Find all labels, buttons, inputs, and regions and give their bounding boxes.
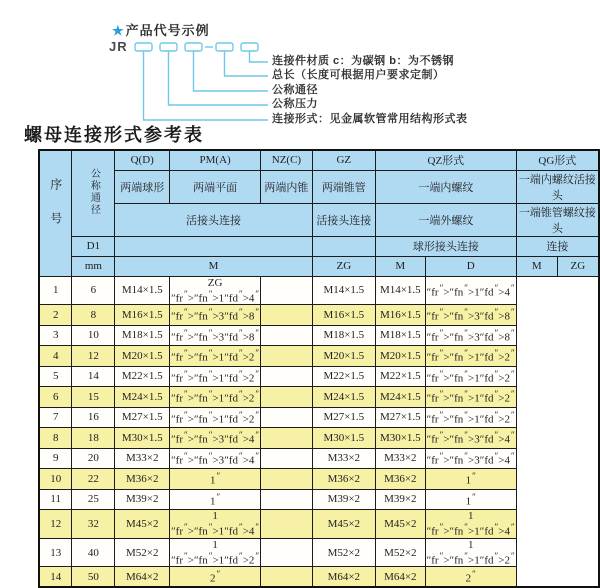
qz-d-cell: M22×1.5 [312,366,375,387]
dn-cell: 25 [72,489,115,510]
dn-cell: 32 [72,510,115,539]
header-gz-union: 活接头连接 [312,203,375,236]
qg-m-cell: M24×1.5 [375,387,425,408]
code-label-length: 总长（长度可根据用户要求定制） [272,69,445,81]
table-row [39,366,599,387]
header-nominal-diameter: 公称通径 [72,150,115,236]
header-nz: NZ(C) [261,150,312,170]
dn-cell: 8 [72,305,115,326]
m-thread-cell: M36×2 [115,469,170,490]
product-code-prefix: JR [109,39,128,54]
nut-connection-reference-table [38,149,600,588]
header-zg-thread: ZG [312,256,375,276]
dn-cell: 16 [72,407,115,428]
table-title: 螺母连接形式参考表 [24,125,204,145]
dn-cell: 22 [72,469,115,490]
header-nz-sub: 两端内锥 [261,170,312,203]
code-box-3 [185,43,202,51]
header-pm-sub: 两端平面 [170,170,261,203]
dn-cell: 50 [72,567,115,588]
qz-d-cell: M36×2 [312,469,375,490]
qg-zg-cell: ″fr″>″fn″>3″fd″>4″ [425,448,516,469]
gz-cell: ″fr″>″fn″>1″fd″>2″ [170,407,261,428]
qg-zg-cell: 2″ [425,567,516,588]
qz-d-cell: M52×2 [312,538,375,567]
code-label-pressure: 公称压力 [272,98,318,110]
qg-m-cell: M16×1.5 [375,305,425,326]
header-d1: D1 [72,236,115,256]
qz-d-cell: M18×1.5 [312,325,375,346]
table-body [39,276,599,587]
code-label-diameter: 公称通径 [272,84,318,96]
header-qg-zg: ZG [557,256,599,276]
header-qz-sub2: 一端外螺纹 [375,203,516,236]
m-thread-cell: M39×2 [115,489,170,510]
header-qg-m: M [516,256,557,276]
qg-zg-cell: 1″ [425,489,516,510]
table-header [39,150,599,276]
gz-cell: ″fr″>″fn″>1″fd″>2″ [170,387,261,408]
header-seq-no: 序号 [39,150,72,276]
table-row [39,276,599,305]
code-box-5 [241,43,258,51]
table-row [39,305,599,326]
header-qz-d: D [425,256,516,276]
qz-m-cell [261,489,312,510]
qz-d-cell: M64×2 [312,567,375,588]
qz-m-cell [261,428,312,449]
header-gz-sub: 两端锥管 [312,170,375,203]
qg-m-cell: M39×2 [375,489,425,510]
m-thread-cell: M64×2 [115,567,170,588]
m-thread-cell: M45×2 [115,510,170,539]
qz-d-cell: M14×1.5 [312,276,375,305]
qg-m-cell: M52×2 [375,538,425,567]
diagram-heading-text: 产品代号示例 [125,23,210,38]
table-row [39,538,599,567]
qg-zg-cell: 1 ″fr″>″fn″>1″fd″>2″ [426,538,515,567]
connector-line-3 [194,51,269,91]
header-empty-qpn [115,236,312,256]
table-row [39,325,599,346]
qg-zg-cell: ″fr″>″fn″>1″fd″>2″ [425,366,516,387]
seq-cell: 1 [39,276,72,305]
qz-m-cell [261,510,312,539]
seq-cell: 8 [39,428,72,449]
header-q-sub: 两端球形 [115,170,170,203]
m-thread-cell: M16×1.5 [115,305,170,326]
header-empty-gz [312,236,375,256]
qz-d-cell: M20×1.5 [312,346,375,367]
table-row [39,510,599,539]
seq-cell: 6 [39,387,72,408]
diagram-heading [112,20,210,39]
qz-m-cell [261,469,312,490]
qz-d-cell: M45×2 [312,510,375,539]
m-thread-cell: M20×1.5 [115,346,170,367]
qg-zg-cell: ″fr″>″fn″>3″fd″>8″ [425,325,516,346]
table-row [39,567,599,588]
gz-cell: 1 ″fr″>″fn″>1″fd″>2″ [171,538,260,567]
header-pm: PM(A) [170,150,261,170]
qz-m-cell [261,567,312,588]
code-box-4 [216,43,233,51]
dn-cell: 18 [72,428,115,449]
qz-m-cell [261,538,312,567]
header-qg-sub3: 连接 [516,236,599,256]
seq-cell: 9 [39,448,72,469]
m-thread-cell: M33×2 [115,448,170,469]
qz-m-cell [261,407,312,428]
gz-cell: 1″ [170,469,261,490]
m-thread-cell: M14×1.5 [115,276,170,305]
table-row [39,448,599,469]
qg-m-cell: M45×2 [375,510,425,539]
qz-d-cell: M24×1.5 [312,387,375,408]
code-box-1 [135,43,152,51]
qg-m-cell: M33×2 [375,448,425,469]
qz-d-cell: M27×1.5 [312,407,375,428]
gz-cell: ″fr″>″fn″>3″fd″>4″ [170,428,261,449]
m-thread-cell: M18×1.5 [115,325,170,346]
table-row [39,469,599,490]
table-row [39,489,599,510]
table-row [39,387,599,408]
gz-cell: ″fr″>″fn″>3″fd″>8″ [170,325,261,346]
header-q: Q(D) [115,150,170,170]
gz-cell: ″fr″>″fn″>1″fd″>2″ [170,346,261,367]
qg-m-cell: M20×1.5 [375,346,425,367]
qg-m-cell: M64×2 [375,567,425,588]
dn-cell: 15 [72,387,115,408]
m-thread-cell: M30×1.5 [115,428,170,449]
gz-cell: 1″ [170,489,261,510]
code-label-material: 连接件材质 c：为碳钢 b：为不锈钢 [272,55,454,67]
seq-cell: 12 [39,510,72,539]
qg-zg-cell: ″fr″>″fn″>1″fd″>2″ [425,346,516,367]
dn-cell: 10 [72,325,115,346]
dn-cell: 14 [72,366,115,387]
header-qz-m: M [375,256,425,276]
gz-cell: 1 ″fr″>″fn″>1″fd″>4″ [171,510,260,538]
gz-cell: 2″ [170,567,261,588]
dn-cell: 12 [72,346,115,367]
seq-cell: 2 [39,305,72,326]
header-qg-sub1: 一端内螺纹活接头 [516,170,599,203]
qg-zg-cell: ″fr″>″fn″>3″fd″>4″ [425,428,516,449]
seq-cell: 5 [39,366,72,387]
header-qz-sub3: 球形接头连接 [375,236,516,256]
qg-m-cell: M27×1.5 [375,407,425,428]
gz-cell: ″fr″>″fn″>1″fd″>2″ [170,366,261,387]
dn-cell: 40 [72,538,115,567]
m-thread-cell: M27×1.5 [115,407,170,428]
header-mm: mm [72,256,115,276]
qz-m-cell [261,387,312,408]
qg-zg-cell: 1″ [425,469,516,490]
connector-line-4 [225,51,269,76]
seq-cell: 4 [39,346,72,367]
qg-m-cell: M14×1.5 [375,276,425,305]
seq-cell: 11 [39,489,72,510]
m-thread-cell: M24×1.5 [115,387,170,408]
connector-line-5 [250,51,269,62]
qz-d-cell: M39×2 [312,489,375,510]
qg-zg-cell: 1 ″fr″>″fn″>1″fd″>4″ [426,510,515,538]
code-box-2 [160,43,177,51]
qg-m-cell: M30×1.5 [375,428,425,449]
qg-zg-cell: ″fr″>″fn″>1″fd″>2″ [425,407,516,428]
header-union-connection: 活接头连接 [115,203,312,236]
header-qz-form: QZ形式 [375,150,516,170]
seq-cell: 14 [39,567,72,588]
star-icon: ★ [112,23,125,38]
seq-cell: 7 [39,407,72,428]
header-qz-sub1: 一端内螺纹 [375,170,516,203]
header-qg-sub2: 一端锥管螺纹接头 [516,203,599,236]
dn-cell: 20 [72,448,115,469]
qg-m-cell: M36×2 [375,469,425,490]
qg-m-cell: M18×1.5 [375,325,425,346]
qz-d-cell: M33×2 [312,448,375,469]
code-label-connection: 连接形式：见金属软管常用结构形式表 [272,113,468,125]
table-row [39,407,599,428]
gz-cell: ″fr″>″fn″>3″fd″>4″ [170,448,261,469]
table-row [39,428,599,449]
dn-cell: 6 [72,276,115,305]
gz-cell: ″fr″>″fn″>3″fd″>8″ [170,305,261,326]
qz-m-cell [261,276,312,305]
m-thread-cell: M22×1.5 [115,366,170,387]
header-m-thread: M [115,256,312,276]
header-qg-form: QG形式 [516,150,599,170]
gz-cell: ZG ″fr″>″fn″>1″fd″>4″ [171,276,260,305]
qg-zg-cell: ″fr″>″fn″>3″fd″>8″ [425,305,516,326]
seq-cell: 10 [39,469,72,490]
qz-m-cell [261,305,312,326]
qz-d-cell: M16×1.5 [312,305,375,326]
qg-zg-cell: ″fr″>″fn″>1″fd″>4″ [425,276,516,305]
seq-cell: 3 [39,325,72,346]
seq-cell: 13 [39,538,72,567]
m-thread-cell: M52×2 [115,538,170,567]
qz-m-cell [261,325,312,346]
qg-zg-cell: ″fr″>″fn″>1″fd″>2″ [425,387,516,408]
header-gz: GZ [312,150,375,170]
connector-line-2 [169,51,269,105]
qz-m-cell [261,448,312,469]
qz-m-cell [261,366,312,387]
qz-d-cell: M30×1.5 [312,428,375,449]
qz-m-cell [261,346,312,367]
qg-m-cell: M22×1.5 [375,366,425,387]
table-row [39,346,599,367]
